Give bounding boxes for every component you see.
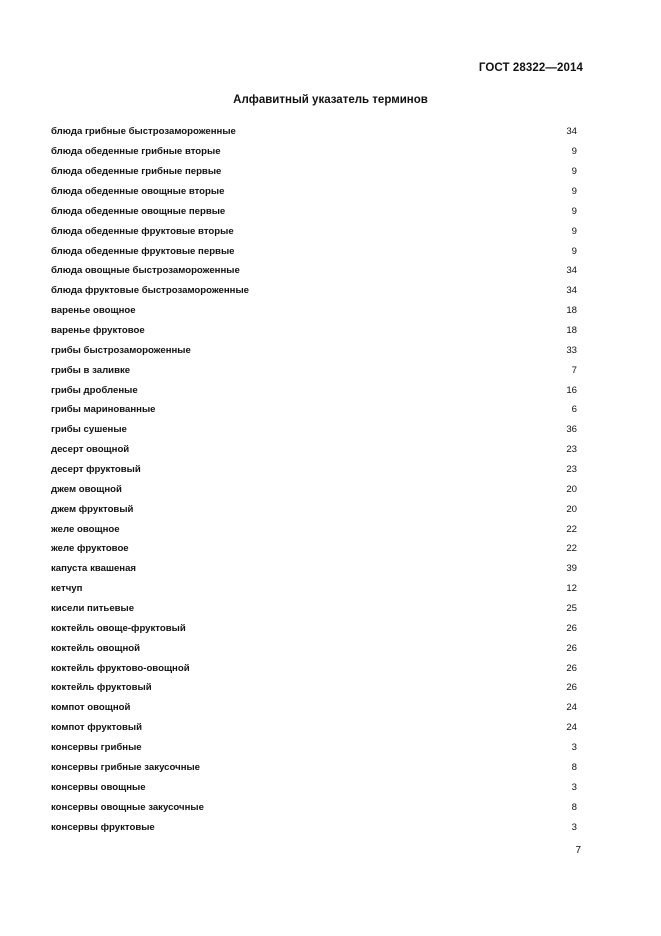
index-page-ref: 33	[566, 344, 577, 356]
index-page-ref: 3	[571, 781, 577, 793]
index-entry	[51, 539, 577, 559]
index-term: грибы быстрозамороженные	[51, 344, 191, 356]
index-term: грибы маринованные	[51, 404, 156, 416]
index-term: коктейль фруктово-овощной	[51, 662, 190, 674]
index-term: блюда грибные быстрозамороженные	[51, 126, 236, 138]
index-term: консервы грибные закусочные	[51, 761, 201, 773]
index-term: консервы овощные	[51, 781, 146, 793]
index-term: компот овощной	[51, 702, 131, 714]
index-term: варенье овощное	[51, 305, 136, 317]
index-term: кетчуп	[51, 583, 83, 595]
index-page-ref: 26	[566, 682, 577, 694]
index-entry	[51, 360, 577, 380]
index-entry	[51, 301, 577, 321]
index-entry	[51, 281, 577, 301]
index-term: блюда овощные быстрозамороженные	[51, 265, 240, 277]
index-page-ref: 6	[571, 404, 577, 416]
index-entry	[51, 499, 577, 519]
index-page-ref: 39	[566, 563, 577, 575]
index-term: консервы овощные закусочные	[51, 801, 204, 813]
index-term: блюда обеденные фруктовые первые	[51, 245, 235, 257]
index-entry	[51, 599, 577, 619]
index-term: желе фруктовое	[51, 543, 129, 555]
index-page-ref: 34	[566, 126, 577, 138]
index-entry	[51, 797, 577, 817]
page-title: Алфавитный указатель терминов	[233, 94, 428, 106]
index-page-ref: 9	[571, 166, 577, 178]
index-term: блюда обеденные фруктовые вторые	[51, 225, 234, 237]
index-term: коктейль фруктовый	[51, 682, 152, 694]
index-entry	[51, 519, 577, 539]
index-term: десерт овощной	[51, 444, 130, 456]
index-entry	[51, 698, 577, 718]
index-page-ref: 9	[571, 225, 577, 237]
index-entry	[51, 579, 577, 599]
index-term: коктейль овощной	[51, 642, 141, 654]
index-page-ref: 26	[566, 622, 577, 634]
index-page-ref: 22	[566, 523, 577, 535]
index-entry	[51, 817, 577, 837]
index-term: капуста квашеная	[51, 563, 137, 575]
index-page-ref: 9	[571, 205, 577, 217]
index-entry	[51, 658, 577, 678]
index-page-ref: 23	[566, 444, 577, 456]
index-entry	[51, 618, 577, 638]
index-term: джем овощной	[51, 483, 122, 495]
page-number: 7	[575, 845, 581, 856]
index-page-ref: 12	[566, 583, 577, 595]
index-page-ref: 26	[566, 662, 577, 674]
index-page-ref: 22	[566, 543, 577, 555]
index-entry	[51, 678, 577, 698]
index-entry	[51, 241, 577, 261]
index-page-ref: 20	[566, 503, 577, 515]
index-page-ref: 9	[571, 186, 577, 197]
index-term: блюда фруктовые быстрозамороженные	[51, 285, 250, 297]
index-page-ref: 25	[566, 603, 577, 615]
index-page-ref: 24	[566, 722, 577, 734]
index-entry	[51, 380, 577, 400]
index-entry	[51, 440, 577, 460]
index-page-ref: 9	[571, 146, 577, 158]
index-page-ref: 16	[566, 384, 577, 396]
index-term: десерт фруктовый	[51, 464, 141, 476]
index-page-ref: 26	[566, 642, 577, 654]
index-page-ref: 9	[571, 245, 577, 257]
index-entry	[51, 122, 577, 142]
index-entry	[51, 559, 577, 579]
index-page-ref: 18	[566, 305, 577, 317]
index-term: грибы дробленые	[51, 384, 138, 396]
index-page-ref: 23	[566, 464, 577, 476]
index-entry	[51, 638, 577, 658]
index-entry	[51, 718, 577, 738]
index-page-ref: 8	[571, 801, 577, 813]
index-term: желе овощное	[51, 523, 120, 535]
index-term: джем фруктовый	[51, 503, 134, 515]
index-term: блюда обеденные овощные вторые	[51, 186, 225, 197]
index-term: блюда обеденные овощные первые	[51, 205, 226, 217]
index-entry	[51, 479, 577, 499]
document-code: ГОСТ 28322—2014	[478, 62, 583, 74]
index-page-ref: 20	[566, 483, 577, 495]
index-entry	[51, 201, 577, 221]
index-entry	[51, 420, 577, 440]
index-entry	[51, 321, 577, 341]
index-page-ref: 24	[566, 702, 577, 714]
index-entry	[51, 142, 577, 162]
index-term: консервы фруктовые	[51, 821, 155, 833]
index-entry	[51, 777, 577, 797]
index-entry	[51, 182, 577, 202]
index-term: грибы в заливке	[51, 364, 131, 376]
index-entry	[51, 460, 577, 480]
index-term: блюда обеденные грибные вторые	[51, 146, 221, 158]
index-term: кисели питьевые	[51, 603, 135, 615]
index-term: блюда обеденные грибные первые	[51, 166, 222, 178]
index-entry	[51, 340, 577, 360]
index-term: консервы грибные	[51, 742, 142, 754]
index-entry	[51, 758, 577, 778]
index-page-ref: 18	[566, 325, 577, 337]
index-page-ref: 36	[566, 424, 577, 436]
index-term: компот фруктовый	[51, 722, 142, 734]
index-page-ref: 3	[571, 821, 577, 833]
index-entry	[51, 162, 577, 182]
index-entry	[51, 400, 577, 420]
index-page-ref: 34	[566, 265, 577, 277]
index-page-ref: 8	[571, 761, 577, 773]
index-term: варенье фруктовое	[51, 325, 145, 337]
index-page-ref: 3	[571, 742, 577, 754]
index-entry	[51, 221, 577, 241]
index-term: грибы сушеные	[51, 424, 127, 436]
index-entry	[51, 261, 577, 281]
index-page-ref: 7	[571, 364, 577, 376]
term-index-list	[51, 122, 577, 837]
index-page-ref: 34	[566, 285, 577, 297]
index-entry	[51, 738, 577, 758]
index-term: коктейль овоще-фруктовый	[51, 622, 186, 634]
